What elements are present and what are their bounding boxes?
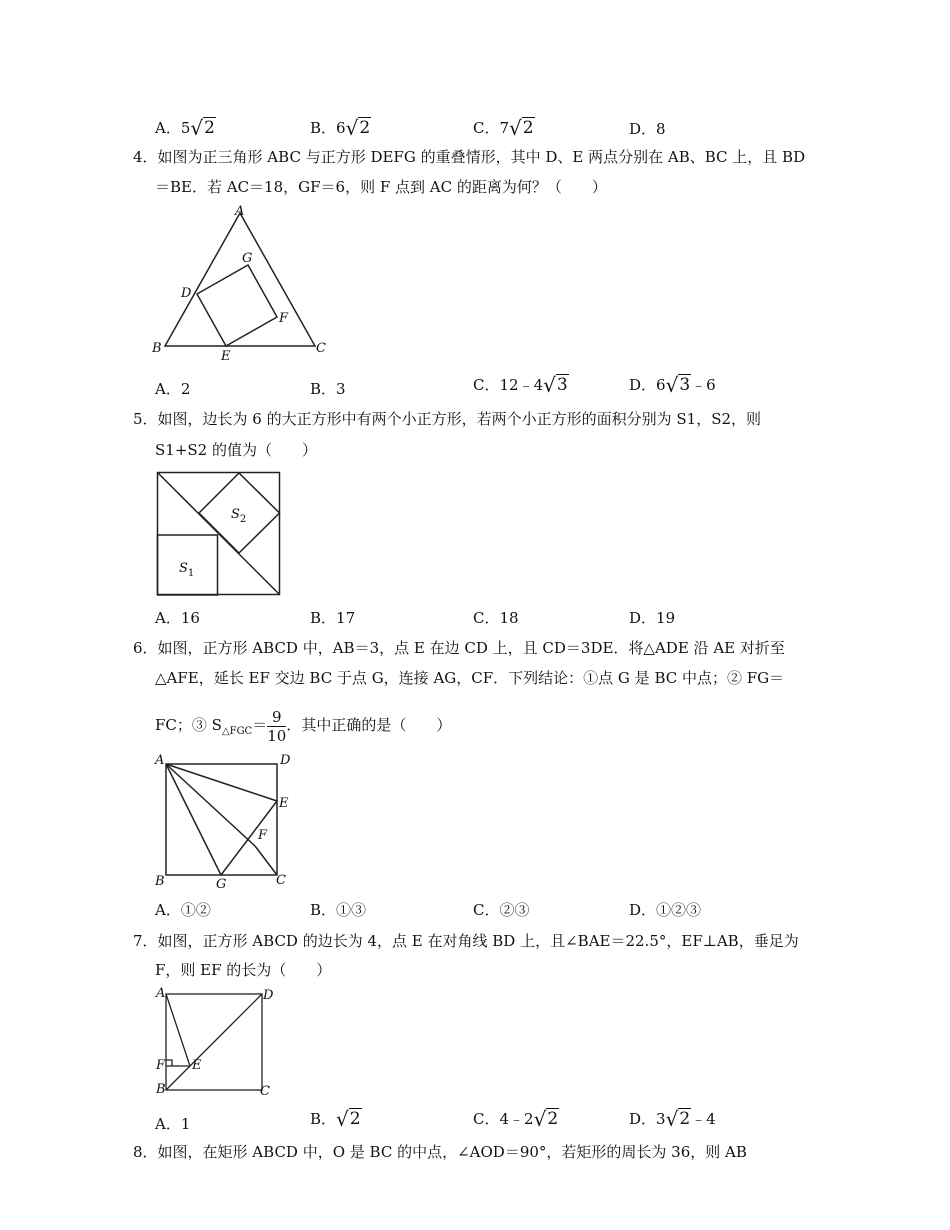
q7-label-a: A (156, 986, 166, 1001)
q7-label-b: B (156, 1082, 166, 1097)
q3-option-a: A．5√2 (155, 116, 215, 140)
q5-text-line1: 5．如图，边长为 6 的大正方形中有两个小正方形，若两个小正方形的面积分别为 S1，S2，则 (133, 410, 762, 428)
q3-option-b: B．6√2 (310, 116, 371, 140)
q6-fraction: $\frac{9}{10}$ (267, 707, 287, 745)
q4-triangle-abc (165, 213, 315, 346)
q4-text-line2: ＝BE．若 AC＝18，GF＝6，则 F 点到 AC 的距离为何？（ ） (155, 178, 607, 196)
q5-option-b: B．17 (310, 609, 356, 627)
q6-label-a: A (155, 753, 165, 768)
q7-option-b: B．√2 (310, 1107, 361, 1131)
q6-text-line3: FC；③ $S_{\triangle FGC}=$ $\frac{9}{10}$ ．其中正确的是（ ） (155, 707, 452, 745)
q4-label-g: G (242, 251, 253, 266)
q6-option-d: D．①②③ (629, 901, 702, 919)
q4-option-a: A．2 (155, 380, 191, 398)
q4-option-c: C．12﹣4√3 (473, 373, 568, 397)
q6-option-c: C．②③ (473, 901, 530, 919)
q7-figure (150, 985, 280, 1100)
q7-diagonal-bd (166, 994, 262, 1090)
q3-option-c: C．7√2 (473, 116, 534, 140)
q7-text-line2: F，则 EF 的长为（ ） (155, 961, 332, 979)
q6-label-g: G (216, 877, 227, 892)
q4-option-d: D．6√3﹣6 (629, 373, 716, 397)
q6-option-b: B．①③ (310, 901, 367, 919)
q7-line-ae (166, 994, 190, 1066)
q3-option-d: D．8 (629, 120, 666, 138)
q5-option-d: D．19 (629, 609, 676, 627)
q6-text-line1: 6．如图，正方形 ABCD 中，AB＝3，点 E 在边 CD 上，且 CD＝3DE．将△ADE 沿 AE 对折至 (133, 639, 785, 657)
q4-square-defg (197, 265, 277, 346)
q4-label-e: E (221, 349, 231, 364)
q6-label-f: F (258, 828, 268, 843)
q5-text-line2: S1+S2 的值为（ ） (155, 441, 317, 459)
q7-option-d: D．3√2﹣4 (629, 1107, 716, 1131)
q4-figure (150, 205, 335, 365)
q4-label-a: A (235, 204, 245, 219)
q7-option-c: C．4﹣2√2 (473, 1107, 559, 1131)
q4-label-c: C (316, 341, 326, 356)
q6-line-fc (255, 846, 277, 875)
q7-right-angle-mark (166, 1060, 172, 1066)
q4-label-d: D (181, 286, 192, 301)
q6-line-ag (166, 764, 221, 875)
q6-line-af (166, 764, 255, 846)
q5-figure (157, 472, 281, 596)
q6-option-a: A．①② (155, 901, 211, 919)
q5-option-c: C．18 (473, 609, 519, 627)
q6-square-abcd (166, 764, 277, 875)
q7-text-line1: 7．如图，正方形 ABCD 的边长为 4，点 E 在对角线 BD 上，且∠BAE＝22.5°，EF⊥AB，垂足为 (133, 932, 799, 950)
q6-line-ae (166, 764, 277, 801)
q7-label-d: D (263, 988, 274, 1003)
q6-label-b: B (155, 874, 165, 889)
q4-label-b: B (152, 341, 162, 356)
q4-label-f: F (279, 311, 289, 326)
q7-label-f: F (156, 1058, 166, 1073)
q6-text-line2: △AFE，延长 EF 交边 BC 于点 G，连接 AG，CF．下列结论：①点 G 是 BC 中点；② FG＝ (155, 669, 785, 687)
q5-label-s2: $S_2$ (231, 507, 247, 525)
q6-label-d: D (280, 753, 291, 768)
q6-figure (150, 750, 300, 890)
q5-label-s1: $S_1$ (179, 561, 195, 579)
q7-label-e: E (192, 1058, 202, 1073)
q4-text-line1: 4．如图为正三角形 ABC 与正方形 DEFG 的重叠情形，其中 D、E 两点分别在 AB、BC 上，且 BD (133, 148, 806, 166)
q5-option-a: A．16 (155, 609, 200, 627)
q7-label-c: C (260, 1084, 270, 1099)
q6-label-e: E (279, 796, 289, 811)
q8-text-line1: 8．如图，在矩形 ABCD 中，O 是 BC 的中点，∠AOD＝90°，若矩形的周长为 36，则 AB (133, 1143, 747, 1161)
q6-label-c: C (276, 873, 286, 888)
q4-option-b: B．3 (310, 380, 346, 398)
q7-option-a: A．1 (155, 1115, 191, 1133)
